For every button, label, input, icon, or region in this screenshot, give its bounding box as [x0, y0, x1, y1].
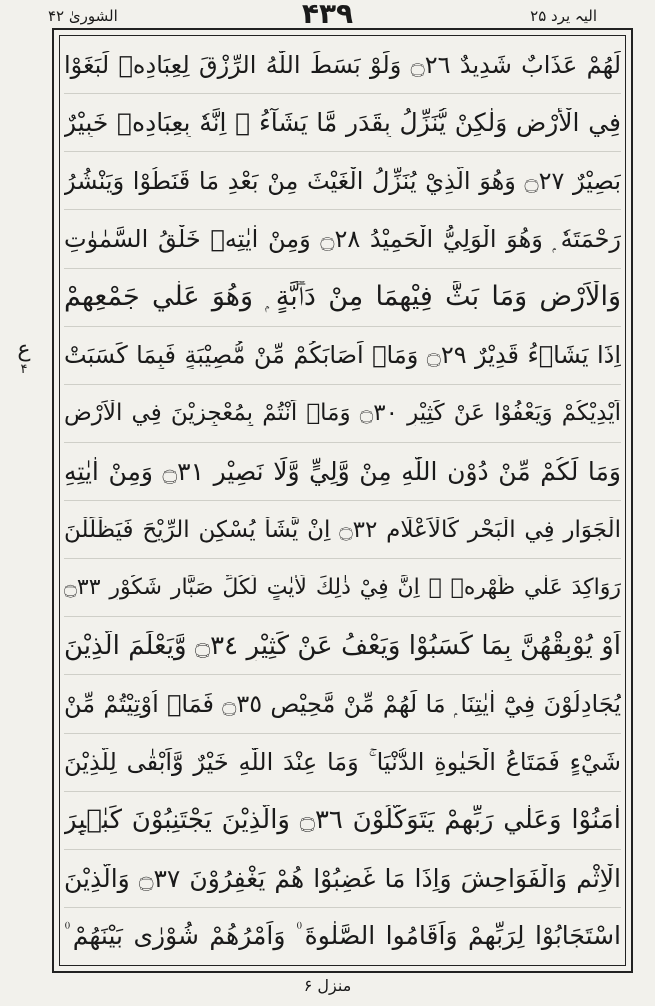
- verse-line: [64, 559, 621, 617]
- ruku-number: ۴: [20, 362, 28, 377]
- juz-name-label: الیہ یرد ۲۵: [530, 7, 597, 25]
- verse-line: [64, 327, 621, 385]
- verse-line: [64, 792, 621, 850]
- verse-line: [64, 675, 621, 733]
- verse-line-text: وَالْاَرْضِ وَمَا بَثَّ فِيْهِمَا مِنْ دَاۗبَّةٍ ۭ وَهُوَ عَلٰي جَمْعِهِمْ: [64, 281, 621, 313]
- surah-name-label: الشوریٰ ۴۲: [48, 7, 118, 25]
- ruku-margin-mark: [4, 337, 44, 380]
- verse-line-text: اسْتَجَابُوْا لِرَبِّهِمْ وَاَقَامُوا الصَّلٰوةَ ۠ وَاَمْرُهُمْ شُوْرٰى بَيْنَهُمْ ۠: [64, 921, 621, 951]
- verse-line: [64, 152, 621, 210]
- verse-lines: [64, 36, 621, 965]
- verse-line: [64, 501, 621, 559]
- verse-line-text: اِذَا يَشَاۗءُ قَدِيْرٌ ۝٢٩ وَمَاۗ اَصَابَكُمْ مِّنْ مُّصِيْبَةٍ فَبِمَا كَسَبَتْ: [64, 341, 621, 370]
- verse-line: [64, 210, 621, 268]
- verse-line: [64, 385, 621, 443]
- ruku-ayn-symbol: ع: [17, 337, 31, 362]
- text-frame: [52, 28, 633, 973]
- verse-line-text: رَحْمَتَهٗ ۭ وَهُوَ الْوَلِيُّ الْحَمِيْدُ ۝٢٨ وَمِنْ اٰيٰتِهٖ خَلْقُ السَّمٰوٰتِ: [64, 224, 621, 253]
- manzil-footer: منزل ۶: [303, 976, 352, 995]
- verse-line: [64, 617, 621, 675]
- verse-line-text: الْجَوَارِ فِي الْبَحْرِ كَالْاَعْلَامِ ۝٣٢ اِنْ يَّشَاْ يُسْكِنِ الرِّيْحَ فَيَظْلَلْنَ: [64, 516, 621, 543]
- verse-line-text: يُجَادِلُوْنَ فِيْٓ اٰيٰتِنَا ۭ مَا لَهُمْ مِّنْ مَّحِيْصٍ ۝٣٥ فَمَاۗ اُوْتِيْتُمْ مِّنْ: [64, 689, 621, 718]
- page-number: ۴۳۹: [301, 0, 354, 30]
- verse-line: [64, 94, 621, 152]
- verse-line: [64, 734, 621, 792]
- verse-line: [64, 443, 621, 501]
- verse-line-text: اَوْ يُوْبِقْهُنَّ بِمَا كَسَبُوْا وَيَعْفُ عَنْ كَثِيْرٍ ۝٣٤ وَّيَعْلَمَ الَّذِيْنَ: [64, 630, 621, 661]
- verse-line: [64, 36, 621, 94]
- verse-line-text: بَصِيْرٌ ۝٢٧ وَهُوَ الَّذِيْ يُنَزِّلُ الْغَيْثَ مِنْ بَعْدِ مَا قَنَطُوْا وَيَنْشُرُ: [64, 166, 621, 195]
- verse-line-text: الْاِثْمِ وَالْفَوَاحِشَ وَاِذَا مَا غَضِبُوْا هُمْ يَغْفِرُوْنَ ۝٣٧ وَالَّذِيْنَ: [64, 863, 621, 893]
- verse-line-text: شَيْءٍ فَمَتَاعُ الْحَيٰوةِ الدُّنْيَا ۚ وَمَا عِنْدَ اللّٰهِ خَيْرٌ وَّاَبْقٰى لِلَّذِيْنَ: [64, 748, 621, 777]
- verse-line-text: رَوَاكِدَ عَلٰي ظَهْرِهٖ ۭ اِنَّ فِيْ ذٰلِكَ لَاٰيٰتٍ لِّكُلِّ صَبَّارٍ شَكُوْرٍ ۝٣٣: [64, 575, 621, 601]
- verse-line-text: اٰمَنُوْا وَعَلٰي رَبِّهِمْ يَتَوَكَّلُوْنَ ۝٣٦ وَالَّذِيْنَ يَجْتَنِبُوْنَ كَبٰۗىِٕرَ: [64, 805, 621, 836]
- verse-line: [64, 269, 621, 327]
- verse-line: [64, 850, 621, 908]
- verse-line-text: اَيْدِيْكُمْ وَيَعْفُوْا عَنْ كَثِيْرٍ ۝٣٠ وَمَاۗ اَنْتُمْ بِمُعْجِزِيْنَ فِي الْاَرْضِ: [64, 400, 621, 427]
- verse-line-text: لَهُمْ عَذَابٌ شَدِيدٌ ۝٢٦ وَلَوْ بَسَطَ اللّٰهُ الرِّزْقَ لِعِبَادِهٖ لَبَغَوْا: [64, 50, 621, 79]
- verse-line-text: فِي الْأَرْضِ وَلٰكِنْ يُّنَزِّلُ بِقَدَرٍ مَّا يَشَآءُ ۭ اِنَّهٗ بِعِبَادِهٖ خَبِيْرٌ: [64, 108, 621, 138]
- page-header: [48, 0, 607, 30]
- verse-line: [64, 908, 621, 965]
- verse-line-text: وَمَا لَكُمْ مِّنْ دُوْنِ اللّٰهِ مِنْ وَّلِيٍّ وَّلَا نَصِيْرٍ ۝٣١ وَمِنْ اٰيٰتِهِ: [64, 456, 621, 486]
